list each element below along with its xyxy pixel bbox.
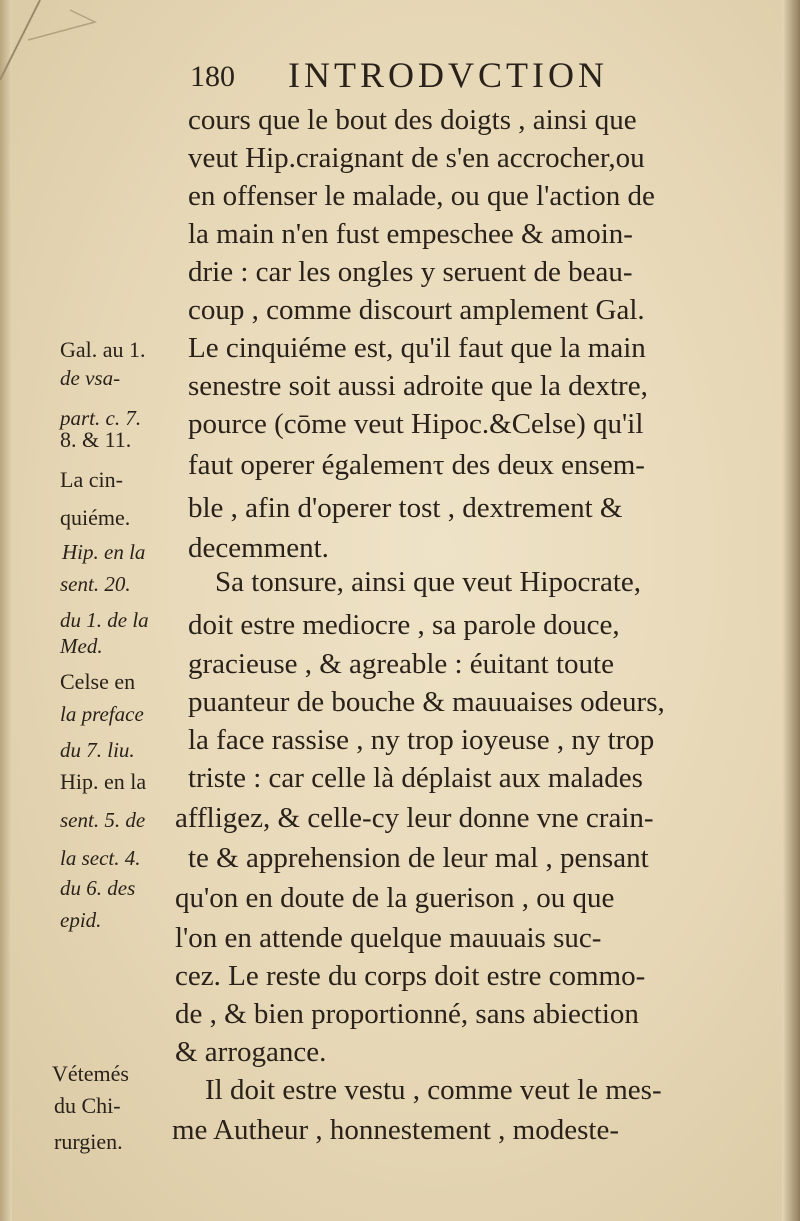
margin-note: du Chi- [54, 1093, 121, 1118]
body-line: l'on en attende quelque mauuais suc- [175, 922, 602, 954]
margin-note: la preface [60, 702, 144, 726]
body-line: Sa tonsure, ainsi que veut Hipocrate, [215, 566, 642, 598]
body-line: la face rassise , ny trop ioyeuse , ny trop [188, 724, 655, 756]
body-line: gracieuse , & agreable : éuitant toute [188, 648, 614, 680]
body-line: triste : car celle là déplaist aux malades [188, 762, 643, 794]
margin-note: du 1. de la [60, 608, 149, 632]
body-line: faut operer égalemenτ des deux ensem- [188, 449, 645, 481]
margin-note: epid. [60, 908, 102, 932]
margin-note: part. c. 7. [60, 406, 142, 430]
body-line: cez. Le reste du corps doit estre commo- [175, 960, 646, 992]
body-line: drie : car les ongles y seruent de beau- [188, 256, 633, 288]
page-number: 180 [190, 60, 235, 93]
margin-note: de vsa- [60, 366, 121, 390]
margin-note: du 7. liu. [60, 738, 135, 762]
page-header [190, 54, 750, 102]
body-line: en offenser le malade, ou que l'action de [188, 180, 655, 212]
body-line: cours que le bout des doigts , ainsi que [188, 104, 637, 136]
body-line: de , & bien proportionné, sans abiection [175, 998, 639, 1030]
margin-note: Med. [60, 634, 103, 658]
body-line: senestre soit aussi adroite que la dextre, [188, 370, 648, 402]
margin-note: Vétemés [52, 1061, 129, 1086]
body-line: me Autheur , honnestement , modeste- [172, 1114, 619, 1146]
body-line: coup , comme discourt amplement Gal. [188, 294, 645, 326]
body-line: te & apprehension de leur mal , pensant [188, 842, 649, 874]
margin-note: Gal. au 1. [60, 337, 146, 362]
margin-note: quiéme. [60, 505, 131, 530]
margin-note: rurgien. [54, 1129, 123, 1154]
margin-note: 8. & 11. [60, 427, 132, 452]
torn-corner-mark [0, 0, 110, 80]
margin-note: La cin- [60, 467, 123, 492]
body-line: ble , afin d'operer tost , dextrement & [188, 492, 623, 524]
margin-note: Hip. en la [60, 769, 147, 794]
margin-note: du 6. des [60, 876, 136, 900]
body-line: Il doit estre vestu , comme veut le mes- [205, 1074, 662, 1106]
margin-note: sent. 5. de [60, 808, 146, 832]
margin-note: la sect. 4. [60, 846, 141, 870]
body-line: affligez, & celle-cy leur donne vne crain- [175, 802, 654, 834]
margin-note: Hip. en la [62, 540, 146, 564]
body-line: Le cinquiéme est, qu'il faut que la main [188, 332, 646, 364]
body-line: puanteur de bouche & mauuaises odeurs, [188, 686, 665, 718]
running-title: INTRODVCTION [288, 55, 608, 95]
body-line: & arrogance. [175, 1036, 327, 1068]
body-line: doit estre mediocre , sa parole douce, [188, 609, 620, 641]
body-line: qu'on en doute de la guerison , ou que [175, 882, 615, 914]
body-line: la main n'en fust empeschee & amoin- [188, 218, 633, 250]
body-line: veut Hip.craignant de s'en accrocher,ou [188, 142, 645, 174]
body-line: pource (cōme veut Hipoc.&Celse) qu'il [188, 408, 644, 440]
body-line: decemment. [188, 532, 329, 564]
margin-note: Celse en [60, 669, 136, 694]
margin-note: sent. 20. [60, 572, 131, 596]
